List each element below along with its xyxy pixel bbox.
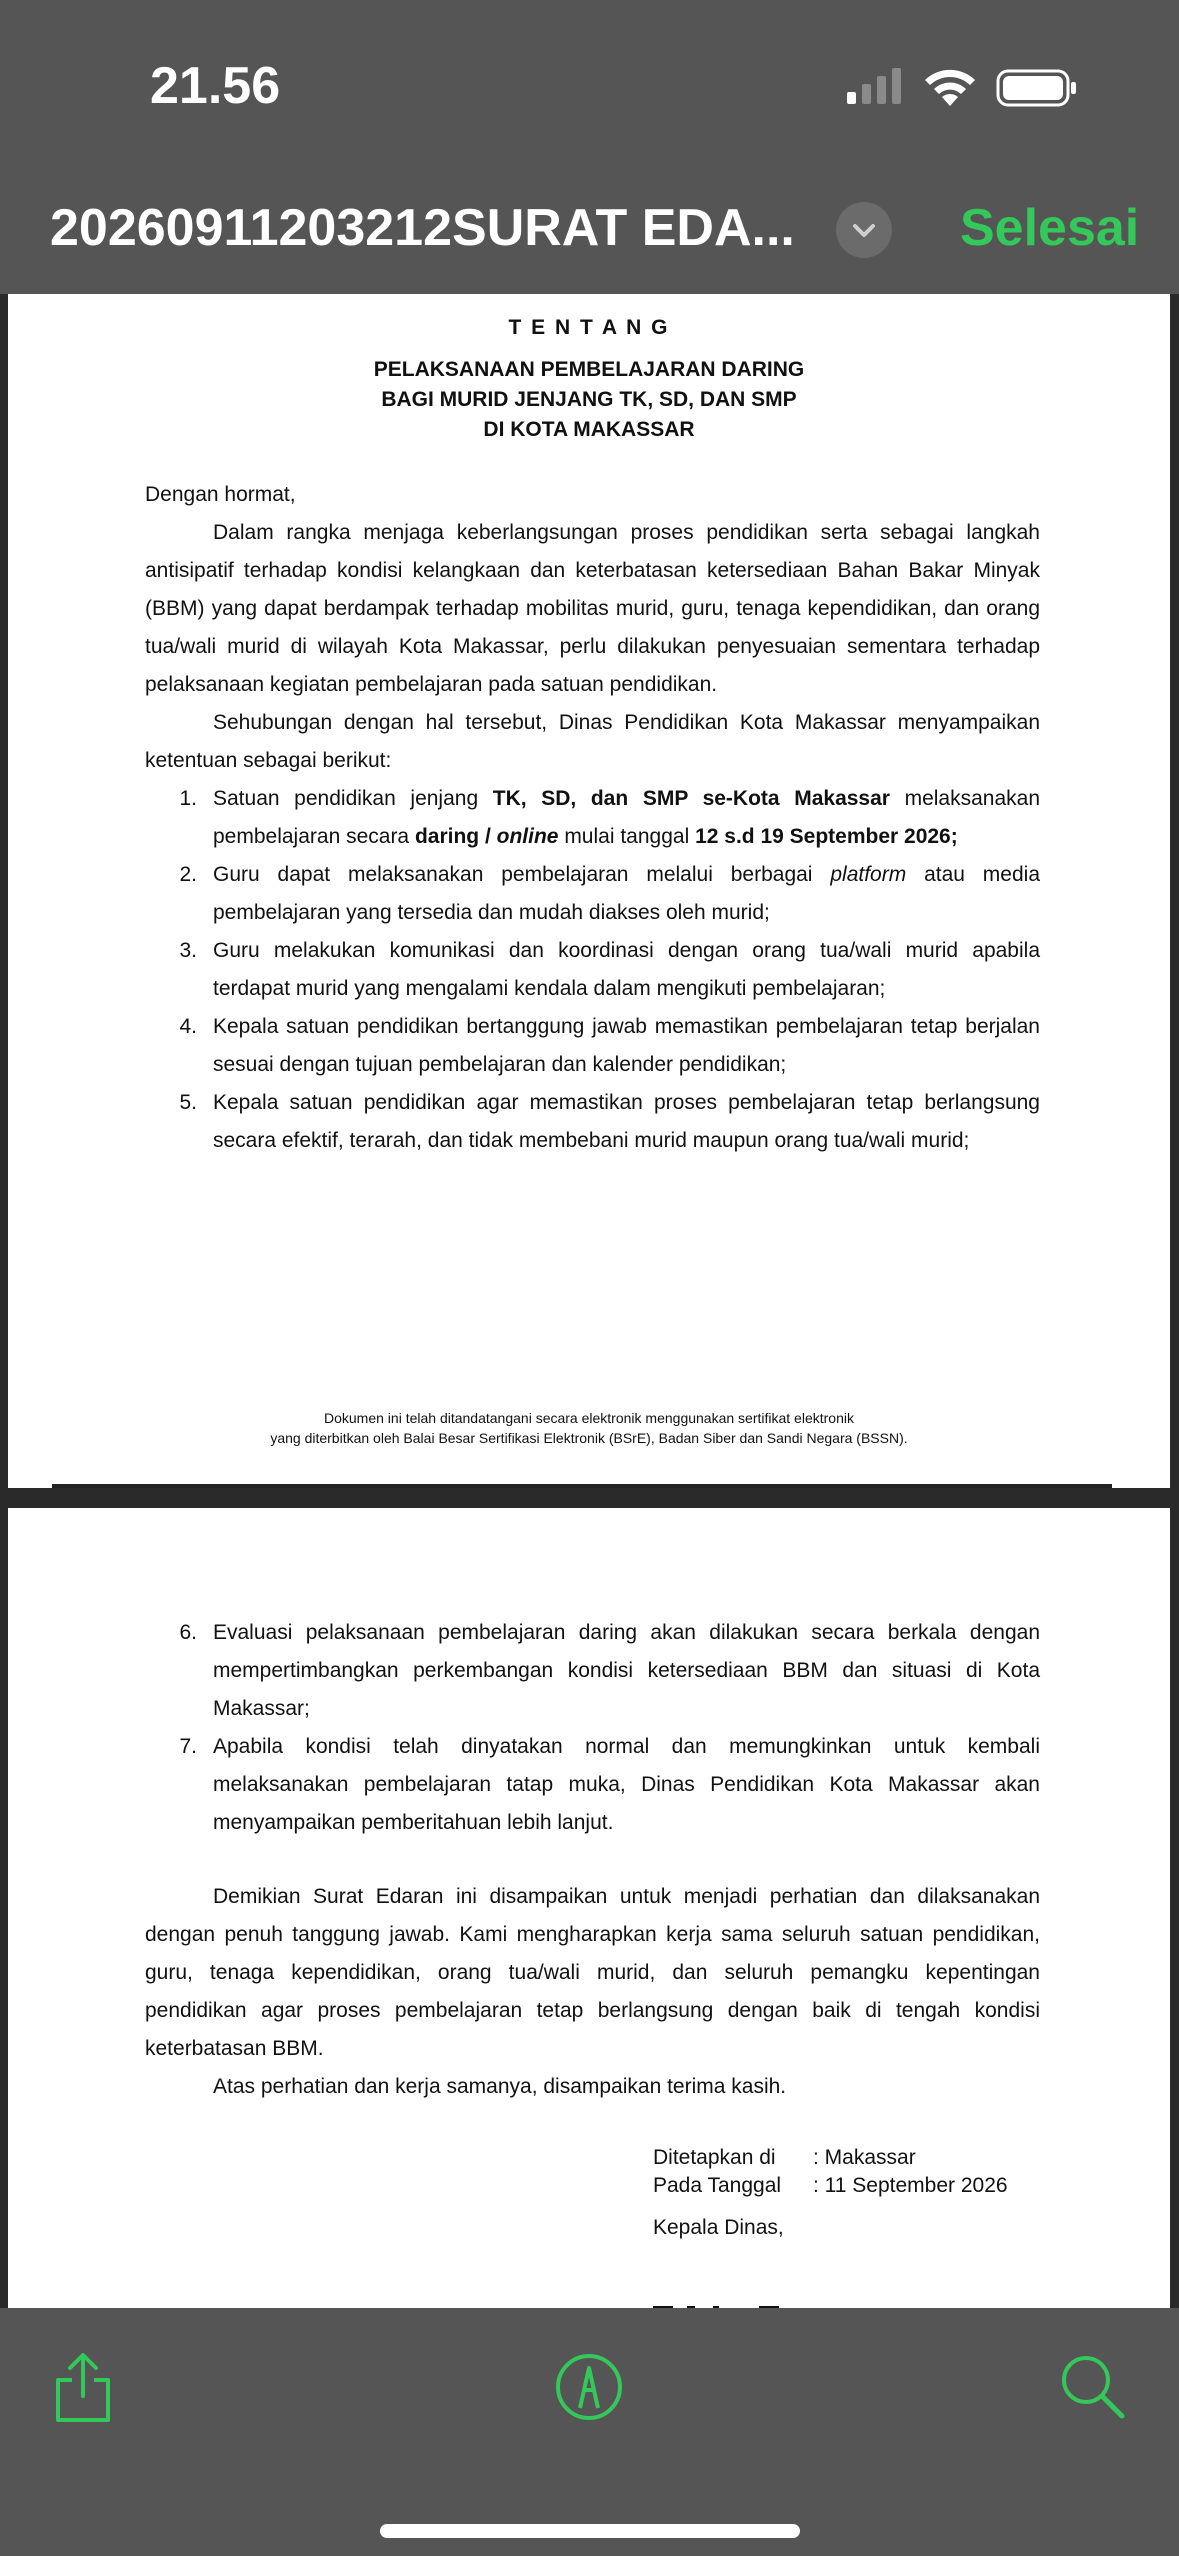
status-bar xyxy=(0,0,1179,170)
list-item xyxy=(145,1084,1040,1160)
page-divider xyxy=(52,1484,1112,1488)
list-item-text: Guru dapat melaksanakan pembelajaran melalui berbagai platform atau media pembelajaran yang tersedia dan mudah diakses oleh murid; xyxy=(213,863,1040,924)
title-menu-button[interactable] xyxy=(836,202,892,258)
sig-place-value: : Makassar xyxy=(813,2146,916,2169)
search-icon[interactable] xyxy=(1058,2352,1128,2422)
list-number: 3. xyxy=(179,939,197,962)
pdf-page-1 xyxy=(8,294,1170,1488)
list-number: 5. xyxy=(179,1091,197,1114)
list-item xyxy=(145,932,1040,1008)
list-item-text: Satuan pendidikan jenjang TK, SD, dan SMP se-Kota Makassar melaksanakan pembelajaran secara daring / online mulai tanggal 12 s.d 19 September 2026; xyxy=(213,787,1041,848)
list-item-text: Kepala satuan pendidikan bertanggung jawab memastikan pembelajaran tetap berjalan sesuai dengan tujuan pembelajaran dan kalender pendidikan; xyxy=(213,1015,1040,1076)
sig-place-label: Ditetapkan di xyxy=(653,2146,776,2169)
provisions-list xyxy=(145,780,1040,1160)
e-signature-note-1: Dokumen ini telah ditandatangani secara elektronik menggunakan sertifikat elektronik xyxy=(324,1410,854,1426)
markup-icon[interactable] xyxy=(554,2352,624,2422)
home-indicator xyxy=(380,2524,800,2538)
cellular-signal-icon xyxy=(845,66,905,106)
done-button[interactable]: Selesai xyxy=(960,199,1140,257)
paragraph-3: Demikian Surat Edaran ini disampaikan untuk menjadi perhatian dan dilaksanakan dengan penuh tanggung jawab. Kami mengharapkan kerja sama seluruh satuan pendidikan, guru, tenaga kependidikan, orang tua/wali murid, dan seluruh pemangku kepentingan pendidikan agar proses pembelajaran tetap berlangsung dengan baik di tengah kondisi keterbatasan BBM. xyxy=(145,1885,1040,2060)
list-number: 7. xyxy=(179,1735,197,1758)
list-item-text: Kepala satuan pendidikan agar memastikan proses pembelajaran tetap berlangsung secara efektif, terarah, dan tidak membebani murid maupun orang tua/wali murid; xyxy=(213,1091,1040,1152)
bottom-toolbar xyxy=(0,2308,1179,2556)
paragraph-2: Sehubungan dengan hal tersebut, Dinas Pendidikan Kota Makassar menyampaikan ketentuan sebagai berikut: xyxy=(145,711,1040,772)
chevron-down-icon xyxy=(836,202,892,258)
status-time: 21.56 xyxy=(150,57,281,115)
list-item xyxy=(145,1008,1040,1084)
list-item xyxy=(145,780,1040,856)
pdf-viewer[interactable] xyxy=(0,294,1179,2308)
list-item xyxy=(145,1614,1040,1728)
list-number: 1. xyxy=(179,787,197,810)
paragraph-4: Atas perhatian dan kerja samanya, disampaikan terima kasih. xyxy=(213,2075,787,2098)
document-title[interactable]: 20260911203212SURAT EDA... xyxy=(50,199,795,257)
heading-tentang: T E N T A N G xyxy=(508,316,670,339)
list-number: 2. xyxy=(179,863,197,886)
subject-line-3: DI KOTA MAKASSAR xyxy=(483,418,695,441)
subject-line-2: BAGI MURID JENJANG TK, SD, DAN SMP xyxy=(381,388,797,411)
list-item-text: Guru melakukan komunikasi dan koordinasi dengan orang tua/wali murid apabila terdapat murid yang mengalami kendala dalam mengikuti pembelajaran; xyxy=(213,939,1040,1000)
sig-date-label: Pada Tanggal xyxy=(653,2174,782,2197)
pdf-page-2 xyxy=(8,1508,1170,2308)
sig-date-value: : 11 September 2026 xyxy=(813,2174,1008,2197)
list-item-text: Evaluasi pelaksanaan pembelajaran daring akan dilakukan secara berkala dengan mempertimbangkan perkembangan kondisi ketersediaan BBM dan situasi di Kota Makassar; xyxy=(213,1621,1040,1720)
battery-icon xyxy=(996,68,1078,108)
paragraph-1: Dalam rangka menjaga keberlangsungan proses pendidikan serta sebagai langkah antisipatif terhadap kondisi kelangkaan dan keterbatasan ketersediaan Bahan Bakar Minyak (BBM) yang dapat berdampak terhadap mobilitas murid, guru, tenaga kependidikan, dan orang tua/wali murid di wilayah Kota Makassar, perlu dilakukan penyesuaian sementara terhadap pelaksanaan kegiatan pembelajaran pada satuan pendidikan. xyxy=(145,521,1040,696)
list-item-text: Apabila kondisi telah dinyatakan normal dan memungkinkan untuk kembali melaksanakan pembelajaran tatap muka, Dinas Pendidikan Kota Makassar akan menyampaikan pemberitahuan lebih lanjut. xyxy=(213,1735,1040,1834)
subject-line-1: PELAKSANAAN PEMBELAJARAN DARING xyxy=(373,358,805,381)
list-number: 4. xyxy=(179,1015,197,1038)
e-signature-note-2: yang diterbitkan oleh Balai Besar Sertifikasi Elektronik (BSrE), Badan Siber dan Sandi Negara (BSSN). xyxy=(270,1430,908,1446)
list-item xyxy=(145,1728,1040,1842)
sig-title: Kepala Dinas, xyxy=(653,2216,784,2239)
provisions-list-continued xyxy=(145,1614,1040,1842)
signature-block xyxy=(653,2144,1008,2242)
share-icon[interactable] xyxy=(50,2350,116,2424)
list-number: 6. xyxy=(179,1621,197,1644)
document-nav-bar xyxy=(0,170,1179,294)
greeting: Dengan hormat, xyxy=(145,483,296,506)
wifi-icon xyxy=(922,66,978,108)
list-item xyxy=(145,856,1040,932)
